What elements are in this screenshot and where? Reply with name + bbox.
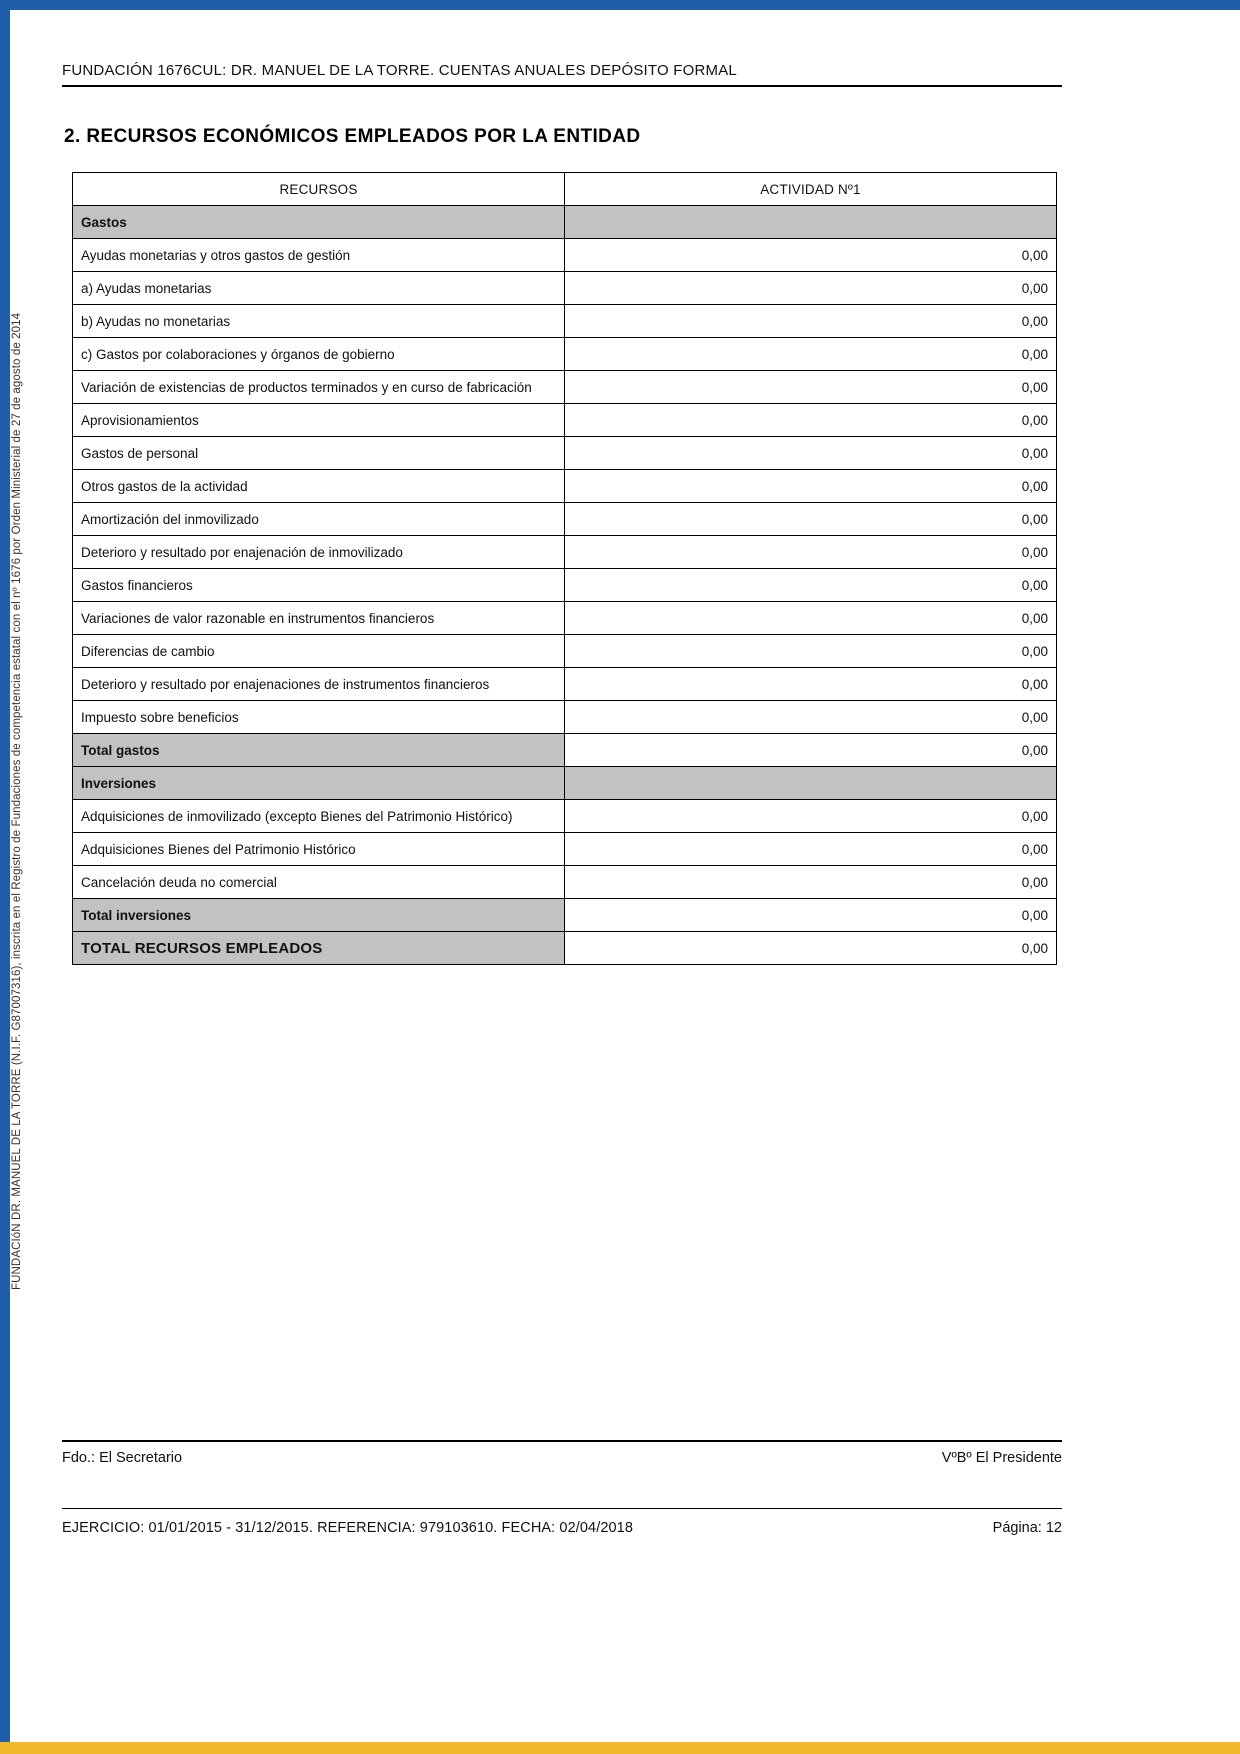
footer-page-number: Página: 12 bbox=[992, 1520, 1062, 1536]
row-label: b) Ayudas no monetarias bbox=[73, 305, 565, 338]
row-value: 0,00 bbox=[565, 437, 1057, 470]
table-head bbox=[73, 173, 1057, 206]
page-left-accent-bar bbox=[0, 0, 10, 1754]
table-row bbox=[73, 635, 1057, 668]
row-value: 0,00 bbox=[565, 833, 1057, 866]
row-label: Cancelación deuda no comercial bbox=[73, 866, 565, 899]
table-row bbox=[73, 404, 1057, 437]
row-label: Inversiones bbox=[73, 767, 565, 800]
row-label: Gastos de personal bbox=[73, 437, 565, 470]
row-value: 0,00 bbox=[565, 701, 1057, 734]
table-body bbox=[73, 206, 1057, 965]
row-value: 0,00 bbox=[565, 404, 1057, 437]
row-value: 0,00 bbox=[565, 668, 1057, 701]
table-row bbox=[73, 305, 1057, 338]
row-label: Adquisiciones Bienes del Patrimonio Histórico bbox=[73, 833, 565, 866]
row-value: 0,00 bbox=[565, 371, 1057, 404]
row-value bbox=[565, 767, 1057, 800]
signature-president: VºBº El Presidente bbox=[941, 1450, 1062, 1466]
row-label: Gastos financieros bbox=[73, 569, 565, 602]
row-value: 0,00 bbox=[565, 569, 1057, 602]
table-row bbox=[73, 932, 1057, 965]
resources-table bbox=[72, 172, 1057, 965]
signature-rule bbox=[62, 1440, 1062, 1442]
column-header-actividad: ACTIVIDAD Nº1 bbox=[565, 173, 1057, 206]
row-label: Ayudas monetarias y otros gastos de gestión bbox=[73, 239, 565, 272]
row-value: 0,00 bbox=[565, 305, 1057, 338]
table-row bbox=[73, 833, 1057, 866]
row-value bbox=[565, 206, 1057, 239]
table-row bbox=[73, 701, 1057, 734]
row-value: 0,00 bbox=[565, 272, 1057, 305]
row-label: Adquisiciones de inmovilizado (excepto Bienes del Patrimonio Histórico) bbox=[73, 800, 565, 833]
row-value: 0,00 bbox=[565, 734, 1057, 767]
row-label: Otros gastos de la actividad bbox=[73, 470, 565, 503]
row-value: 0,00 bbox=[565, 800, 1057, 833]
table-row bbox=[73, 899, 1057, 932]
row-label: c) Gastos por colaboraciones y órganos de gobierno bbox=[73, 338, 565, 371]
row-value: 0,00 bbox=[565, 239, 1057, 272]
table-row bbox=[73, 437, 1057, 470]
table-row bbox=[73, 503, 1057, 536]
table-row bbox=[73, 239, 1057, 272]
document-page bbox=[60, 0, 1180, 1754]
row-value: 0,00 bbox=[565, 338, 1057, 371]
signature-secretary: Fdo.: El Secretario bbox=[62, 1450, 183, 1466]
row-value: 0,00 bbox=[565, 470, 1057, 503]
row-value: 0,00 bbox=[565, 635, 1057, 668]
footer-exercise-info: EJERCICIO: 01/01/2015 - 31/12/2015. REFERENCIA: 979103610. FECHA: 02/04/2018 bbox=[62, 1520, 634, 1536]
row-label: Gastos bbox=[73, 206, 565, 239]
row-label: Diferencias de cambio bbox=[73, 635, 565, 668]
row-value: 0,00 bbox=[565, 932, 1057, 965]
document-header bbox=[62, 62, 1062, 87]
row-label: Deterioro y resultado por enajenaciones de instrumentos financieros bbox=[73, 668, 565, 701]
table-row bbox=[73, 866, 1057, 899]
table-header-row bbox=[73, 173, 1057, 206]
page-title: 2. RECURSOS ECONÓMICOS EMPLEADOS POR LA ENTIDAD bbox=[64, 126, 641, 147]
row-value: 0,00 bbox=[565, 602, 1057, 635]
table-row bbox=[73, 602, 1057, 635]
table-row bbox=[73, 767, 1057, 800]
document-header-title: FUNDACIÓN 1676CUL: DR. MANUEL DE LA TORRE. CUENTAS ANUALES DEPÓSITO FORMAL bbox=[62, 62, 737, 79]
vertical-registry-note: FUNDACIóN DR. MANUEL DE LA TORRE (N.I.F. G87007316), inscrita en el Registro de Fundaciones de competencia estatal con el nº 1676 por Orden Ministerial de 27 de agosto de 2014 bbox=[11, 312, 23, 1290]
footer-rule bbox=[62, 1508, 1062, 1509]
table-row bbox=[73, 206, 1057, 239]
row-label: TOTAL RECURSOS EMPLEADOS bbox=[73, 932, 565, 965]
table-row bbox=[73, 668, 1057, 701]
table-row bbox=[73, 569, 1057, 602]
document-header-rule bbox=[62, 85, 1062, 87]
table-row bbox=[73, 734, 1057, 767]
table-row bbox=[73, 536, 1057, 569]
row-label: Impuesto sobre beneficios bbox=[73, 701, 565, 734]
table-row bbox=[73, 800, 1057, 833]
row-value: 0,00 bbox=[565, 536, 1057, 569]
row-value: 0,00 bbox=[565, 899, 1057, 932]
row-label: Amortización del inmovilizado bbox=[73, 503, 565, 536]
row-label: Variaciones de valor razonable en instrumentos financieros bbox=[73, 602, 565, 635]
table-row bbox=[73, 272, 1057, 305]
row-value: 0,00 bbox=[565, 866, 1057, 899]
column-header-recursos: RECURSOS bbox=[73, 173, 565, 206]
table-row bbox=[73, 371, 1057, 404]
row-label: Aprovisionamientos bbox=[73, 404, 565, 437]
row-label: Total inversiones bbox=[73, 899, 565, 932]
row-label: a) Ayudas monetarias bbox=[73, 272, 565, 305]
table-row bbox=[73, 338, 1057, 371]
row-label: Total gastos bbox=[73, 734, 565, 767]
row-label: Deterioro y resultado por enajenación de inmovilizado bbox=[73, 536, 565, 569]
table-row bbox=[73, 470, 1057, 503]
row-value: 0,00 bbox=[565, 503, 1057, 536]
row-label: Variación de existencias de productos terminados y en curso de fabricación bbox=[73, 371, 565, 404]
